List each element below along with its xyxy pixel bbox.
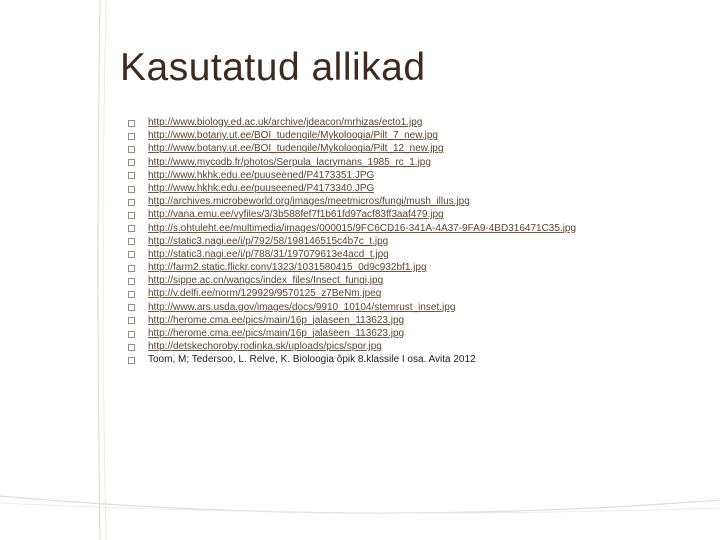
square-bullet-icon bbox=[128, 317, 135, 324]
square-bullet-icon bbox=[128, 199, 135, 206]
square-bullet-icon bbox=[128, 120, 135, 127]
square-bullet-icon bbox=[128, 357, 135, 364]
list-item bbox=[128, 248, 698, 261]
square-bullet-icon bbox=[128, 265, 135, 272]
source-link[interactable]: http://www.hkhk.edu.ee/puuseened/P4173351.JPG bbox=[148, 169, 375, 181]
source-link[interactable]: http://s.ohtuleht.ee/multimedia/images/000015/9FC6CD16-341A-4A37-9FA9-4BD316471C35.jpg bbox=[148, 222, 577, 234]
list-item bbox=[128, 222, 698, 235]
list-item bbox=[128, 287, 698, 300]
square-bullet-icon bbox=[128, 251, 135, 258]
square-bullet-icon bbox=[128, 291, 135, 298]
list-item bbox=[128, 208, 698, 221]
list-item bbox=[128, 235, 698, 248]
source-link[interactable]: http://archives.microbeworld.org/images/meetmicros/fungi/mush_illus.jpg bbox=[148, 196, 470, 208]
list-item bbox=[128, 274, 698, 287]
source-link[interactable]: http://www.botany.ut.ee/BOI_tudengile/Mykoloogia/Pilt_12_new.jpg bbox=[148, 143, 444, 155]
page-title: Kasutatud allikad bbox=[120, 46, 426, 89]
source-link[interactable]: http://detskechoroby.rodinka.sk/uploads/pics/spor.jpg bbox=[148, 341, 382, 353]
square-bullet-icon bbox=[128, 304, 135, 311]
list-item bbox=[128, 195, 698, 208]
square-bullet-icon bbox=[128, 331, 135, 338]
source-link[interactable]: http://herome.cma.ee/pics/main/16p_jalaseen_113623.jpg bbox=[148, 314, 405, 326]
source-link[interactable]: http://www.ars.usda.gov/images/docs/9910_10104/stemrust_inset.jpg bbox=[148, 301, 456, 313]
square-bullet-icon bbox=[128, 133, 135, 140]
square-bullet-icon bbox=[128, 159, 135, 166]
list-item bbox=[128, 340, 698, 353]
source-link[interactable]: http://www.botany.ut.ee/BOI_tudengile/Mykoloogia/Pilt_7_new.jpg bbox=[148, 130, 438, 142]
square-bullet-icon bbox=[128, 344, 135, 351]
square-bullet-icon bbox=[128, 172, 135, 179]
source-link[interactable]: http://www.biology.ed.ac.uk/archive/jdeacon/mrhizas/ecto1.jpg bbox=[148, 117, 423, 128]
square-bullet-icon bbox=[128, 212, 135, 219]
source-link[interactable]: http://v.delfi.ee/norm/129929/9570125_z7BeNm.jpeg bbox=[148, 288, 382, 300]
square-bullet-icon bbox=[128, 186, 135, 193]
list-item bbox=[128, 314, 698, 327]
source-link[interactable]: http://vana.emu.ee/vyfiles/3/3b588fef7f1b61fd97acf83ff3aaf479.jpg bbox=[148, 209, 444, 221]
square-bullet-icon bbox=[128, 238, 135, 245]
list-item bbox=[128, 327, 698, 340]
list-item bbox=[128, 156, 698, 169]
list-item bbox=[128, 169, 698, 182]
sources-list bbox=[128, 116, 698, 367]
list-item bbox=[128, 353, 698, 366]
source-link[interactable]: http://sippe.ac.cn/wangcs/index_files/Insect_fungi.jpg bbox=[148, 275, 384, 287]
list-item bbox=[128, 261, 698, 274]
source-link[interactable]: http://herome.cma.ee/pics/main/16p_jalaseen_113623.jpg bbox=[148, 328, 405, 339]
list-item bbox=[128, 142, 698, 155]
list-item bbox=[128, 182, 698, 195]
source-link[interactable]: http://static3.nagi.ee/i/p/788/31/197079613e4acd_t.jpg bbox=[148, 248, 389, 260]
square-bullet-icon bbox=[128, 146, 135, 153]
list-item bbox=[128, 129, 698, 142]
source-link[interactable]: http://static3.nagi.ee/i/p/792/58/198146515c4b7c_t.jpg bbox=[148, 235, 389, 247]
list-item bbox=[128, 116, 698, 129]
list-item bbox=[128, 301, 698, 314]
source-link[interactable]: http://farm2.static.flickr.com/1323/1031580415_0d9c932bf1.jpg bbox=[148, 262, 427, 274]
source-link[interactable]: http://www.hkhk.edu.ee/puuseened/P4173340.JPG bbox=[148, 182, 375, 194]
book-reference: Toom, M; Tedersoo, L. Relve, K. Bioloogia õpik 8.klassile I osa. Avita 2012 bbox=[148, 354, 476, 366]
square-bullet-icon bbox=[128, 225, 135, 232]
source-link[interactable]: http://www.mycodb.fr/photos/Serpula_lacrymans_1985_rc_1.jpg bbox=[148, 156, 431, 168]
square-bullet-icon bbox=[128, 278, 135, 285]
